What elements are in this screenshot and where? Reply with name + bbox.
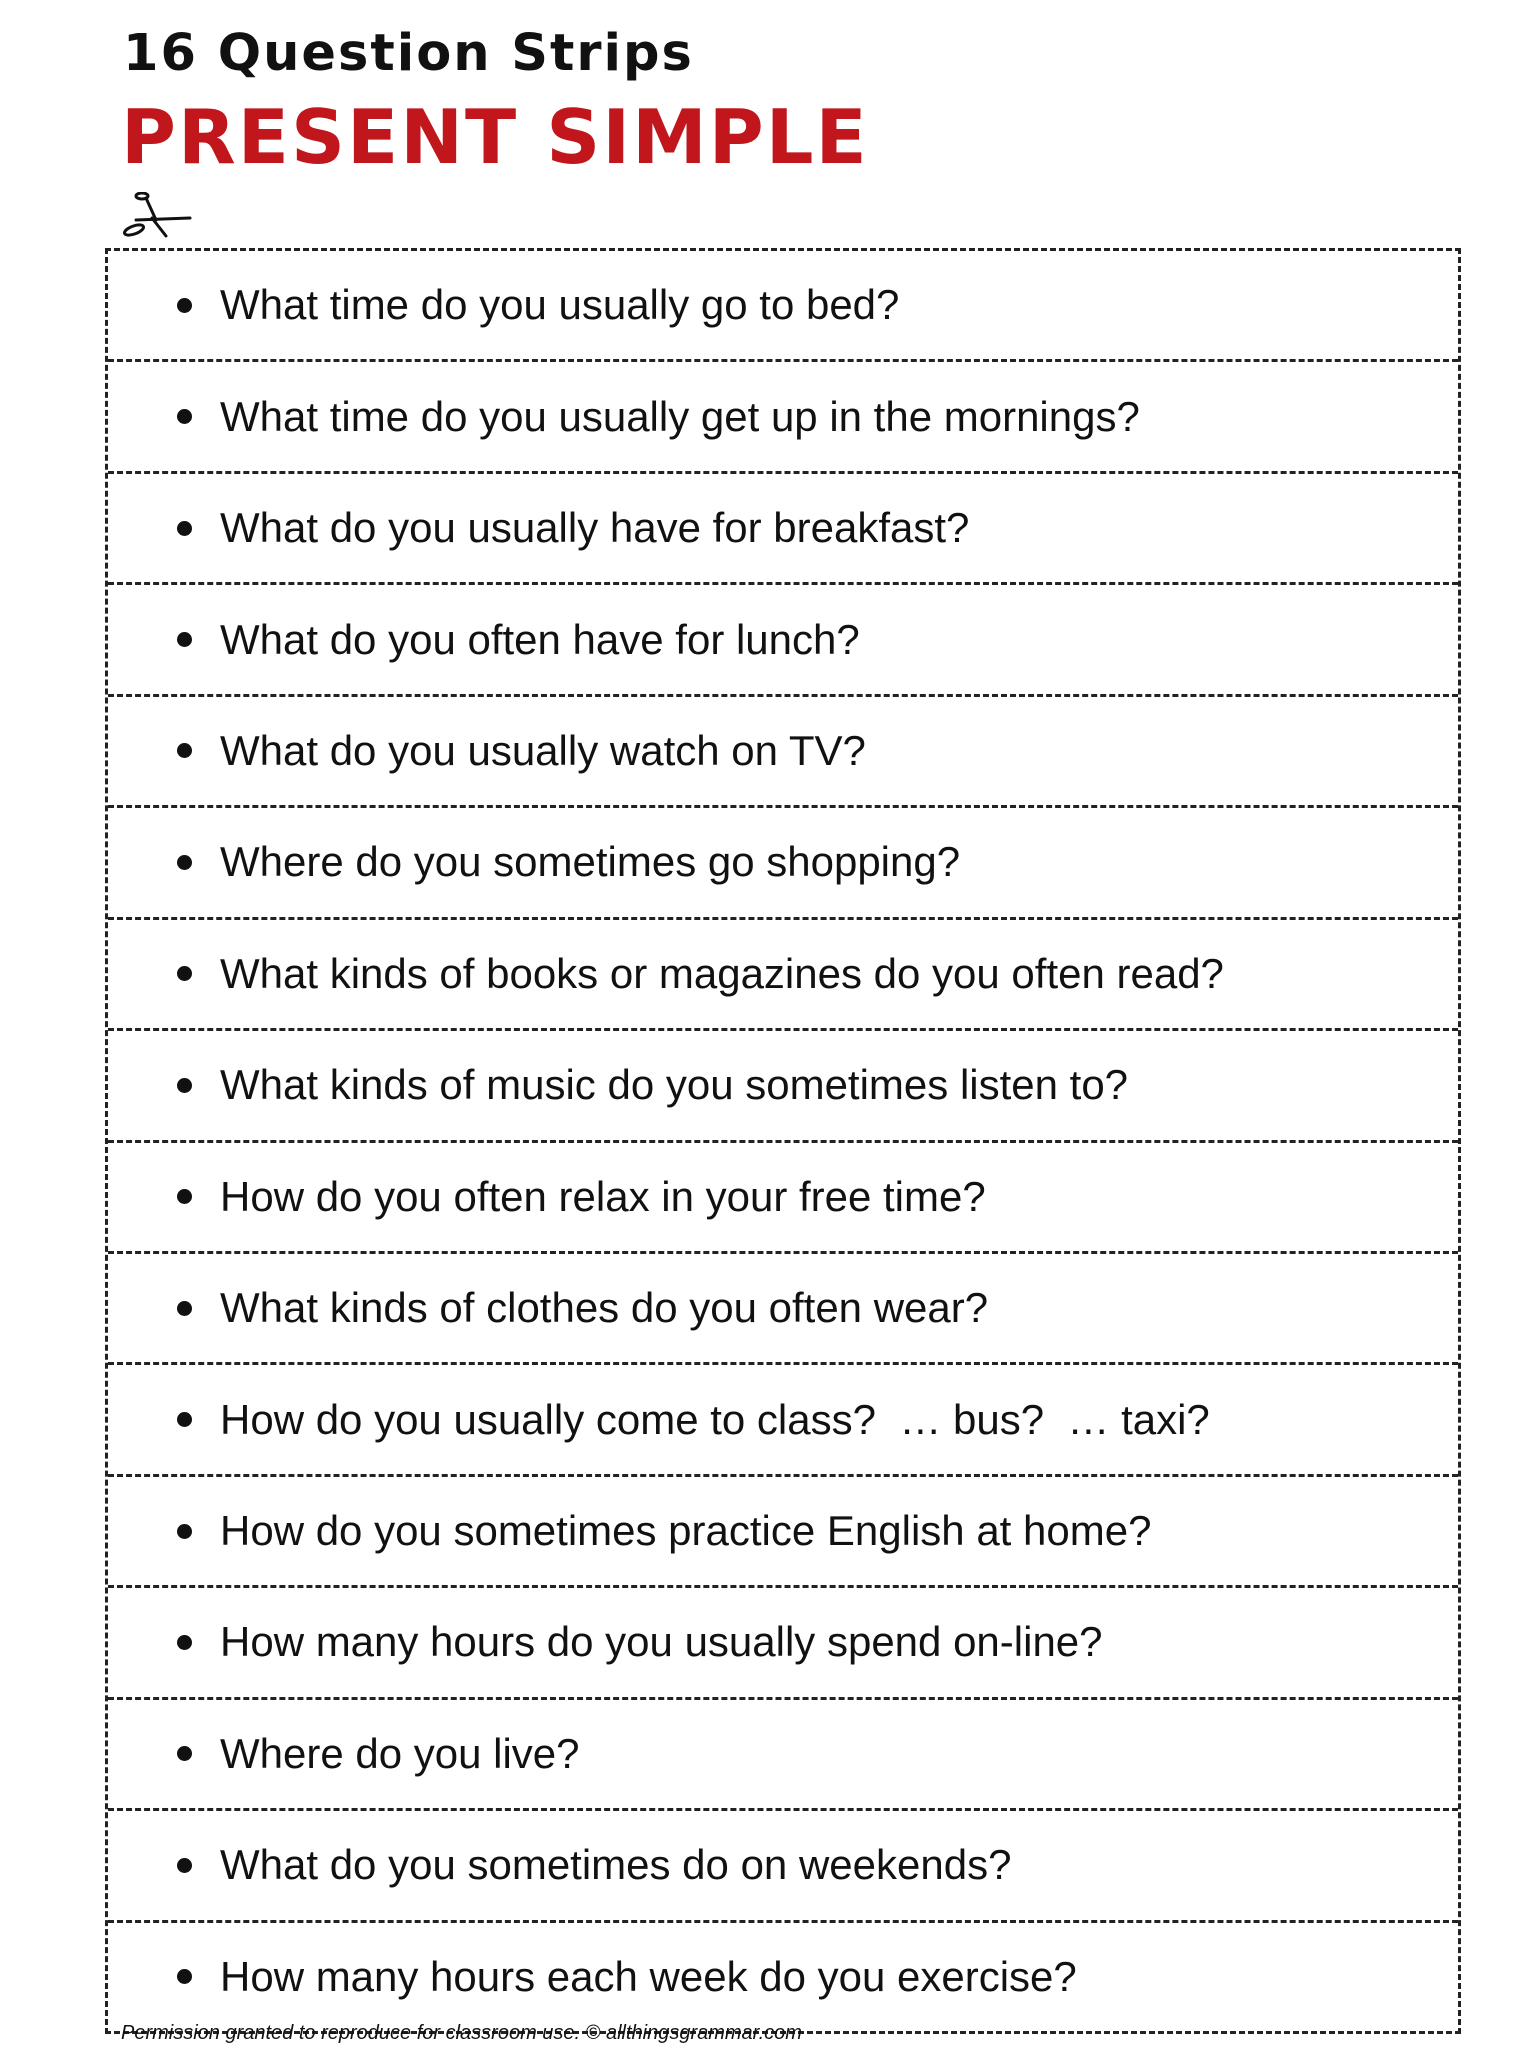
bullet-icon [177, 1746, 192, 1761]
bullet-icon [177, 409, 192, 424]
question-strip [108, 474, 1458, 585]
question-text: How many hours each week do you exercise? [220, 1952, 1077, 2000]
question-strip [108, 1923, 1458, 2031]
question-text: What do you sometimes do on weekends? [220, 1841, 1012, 1889]
question-text: How many hours do you usually spend on-line? [220, 1618, 1103, 1666]
question-strip [108, 1254, 1458, 1365]
question-text: What kinds of books or magazines do you often read? [220, 949, 1224, 997]
bullet-icon [177, 1412, 192, 1427]
question-strips [105, 248, 1461, 2034]
scissors-icon [122, 192, 194, 240]
question-text: What do you often have for lunch? [220, 615, 860, 663]
bullet-icon [177, 855, 192, 870]
question-strip [108, 808, 1458, 919]
bullet-icon [177, 1524, 192, 1539]
question-text: Where do you sometimes go shopping? [220, 838, 961, 886]
bullet-icon [177, 298, 192, 313]
question-text: What kinds of music do you sometimes listen to? [220, 1061, 1129, 1109]
question-strip [108, 1365, 1458, 1476]
question-text: What kinds of clothes do you often wear? [220, 1284, 989, 1332]
question-text: What time do you usually go to bed? [220, 281, 900, 329]
question-text: How do you often relax in your free time? [220, 1172, 986, 1220]
bullet-icon [177, 966, 192, 981]
question-text: How do you sometimes practice English at home? [220, 1507, 1152, 1555]
bullet-icon [177, 743, 192, 758]
question-text: What do you usually have for breakfast? [220, 504, 970, 552]
bullet-icon [177, 1635, 192, 1650]
question-strip [108, 1811, 1458, 1922]
question-strip [108, 1700, 1458, 1811]
question-strip [108, 697, 1458, 808]
question-text: What time do you usually get up in the mornings? [220, 392, 1140, 440]
question-strip [108, 1143, 1458, 1254]
footer-permission-note: Permission granted to reproduce for classroom use. © allthingsgrammar.com [121, 2022, 802, 2044]
question-strip [108, 1588, 1458, 1699]
question-strip [108, 920, 1458, 1031]
question-strip [108, 585, 1458, 696]
page-subtitle: PRESENT SIMPLE [121, 93, 869, 181]
question-text: What do you usually watch on TV? [220, 726, 866, 774]
question-strip [108, 1031, 1458, 1142]
bullet-icon [177, 521, 192, 536]
question-text: Where do you live? [220, 1729, 580, 1777]
question-text: How do you usually come to class? … bus? … taxi? [220, 1395, 1210, 1443]
question-strip [108, 1477, 1458, 1588]
bullet-icon [177, 632, 192, 647]
bullet-icon [177, 1189, 192, 1204]
question-strip [108, 362, 1458, 473]
bullet-icon [177, 1969, 192, 1984]
bullet-icon [177, 1078, 192, 1093]
bullet-icon [177, 1301, 192, 1316]
question-strip [108, 251, 1458, 362]
bullet-icon [177, 1858, 192, 1873]
page-title: 16 Question Strips [123, 24, 694, 83]
